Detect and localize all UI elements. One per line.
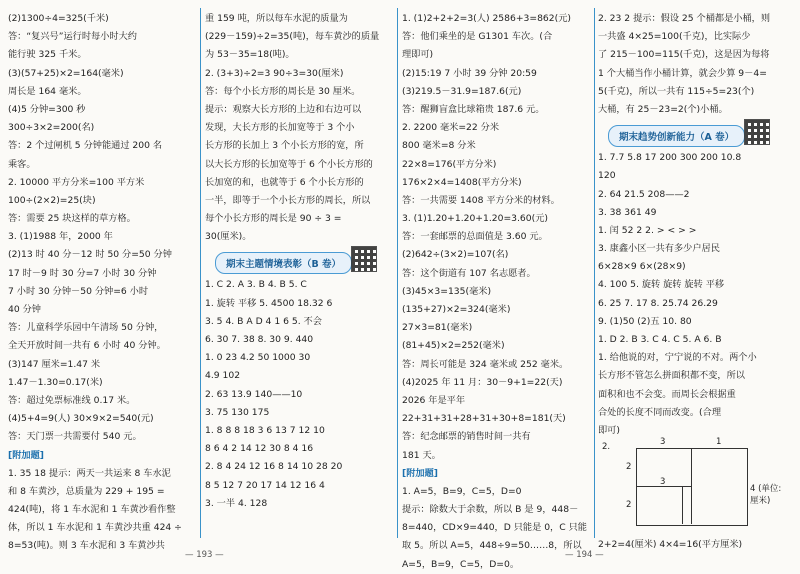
- answer-line: 3. 一半 4. 128: [205, 497, 268, 509]
- answer-line: 重 159 吨，所以每车水泥的质量为: [205, 13, 348, 24]
- diagram-label: 1: [716, 437, 722, 448]
- column-4: [598, 10, 788, 554]
- answer-line: 答：“复兴号”运行时每小时大约: [8, 31, 137, 43]
- page-number-right: — 194 —: [565, 550, 604, 560]
- answer-line: 3. 75 130 175: [205, 406, 270, 418]
- column-4-bottom: [598, 149, 788, 440]
- answer-line: 答：纪念邮票的销售时间一共有: [402, 431, 531, 443]
- answer-line: 27×3=81(毫米): [402, 322, 473, 334]
- answer-line: 2. 23 2 提示：假设 25 个桶都是小桶，则: [598, 13, 771, 24]
- answer-line: 2. 64 21.5 208——2: [598, 188, 690, 200]
- answer-line: 1. A=5，B=9，C=5，D=0: [402, 485, 522, 497]
- column-divider: [594, 8, 595, 538]
- answer-line: 300÷3×2=200(名): [8, 122, 95, 134]
- answer-line: 5(千克)，所以一共有 115÷5=23(个): [598, 85, 755, 97]
- answer-line: 3. 康鑫小区一共有多少户居民: [598, 243, 720, 255]
- answer-line: 答：每个小长方形的周长是 30 厘米。: [205, 85, 361, 97]
- answer-line: 176×2×4=1408(平方分米): [402, 176, 522, 188]
- column-divider: [200, 8, 201, 538]
- diagram-label: 2: [626, 500, 632, 511]
- answer-line: 4. 100 5. 旋转 旋转 旋转 平移: [598, 279, 725, 291]
- answer-line: 答：天门票一共需要付 540 元。: [8, 431, 142, 443]
- answer-line: 提示：除数大于余数，所以 B 是 9，448－: [402, 504, 579, 516]
- answer-line: 取 5。所以 A=5，448÷9=50……8，所以: [402, 540, 582, 552]
- answer-line: 9. (1)50 (2)五 10. 80: [598, 315, 692, 327]
- diagram-label: 3: [660, 477, 666, 488]
- answer-line: 面积和也不会变。而周长会根据重: [598, 388, 736, 400]
- answer-line: 1. 给他说的对，宁宁说的不对。两个小: [598, 352, 757, 364]
- column-2-bottom: [205, 276, 395, 512]
- answer-line: 2. (3+3)÷2=3 90÷3=30(厘米): [205, 67, 344, 79]
- answer-line: (3)(57+25)×2=164(毫米): [8, 67, 124, 79]
- answer-line: 和 8 车黄沙，总质量为 229 + 195 =: [8, 485, 165, 497]
- answer-line: (3)219.5－31.9=187.6(元): [402, 85, 522, 97]
- answer-line: 乘客。: [8, 158, 36, 170]
- answer-line: (3)147 厘米=1.47 米: [8, 358, 101, 370]
- answer-line: 3. (1)1988 年，2000 年: [8, 231, 113, 243]
- answer-line: 1. 8 8 8 18 3 6 13 7 12 10: [205, 424, 325, 436]
- answer-line: A=5，B=9，C=5，D=0。: [402, 558, 520, 570]
- answer-line: 4.9 102: [205, 370, 241, 382]
- section-banner-row: [205, 246, 395, 276]
- answer-line: 1.47－1.30=0.17(米): [8, 376, 103, 388]
- answer-line: 2. 63 13.9 140——10: [205, 388, 303, 400]
- answer-line: 3. 38 361 49: [598, 206, 657, 218]
- answer-line: 8 5 12 7 20 17 14 12 16 4: [205, 479, 325, 491]
- answer-line: 8 6 4 2 14 12 30 8 4 16: [205, 443, 314, 455]
- answer-line: 长方形不管怎么拼面积都不变，所以: [598, 370, 745, 382]
- answer-line: 1. 7.7 5.8 17 200 300 200 10.8: [598, 152, 742, 164]
- answer-line: 2026 年是平年: [402, 394, 466, 406]
- answer-line: (135+27)×2=324(毫米): [402, 304, 511, 315]
- diagram-line: [691, 448, 692, 524]
- answer-line: 答：需要 25 块这样的草方格。: [8, 213, 136, 225]
- answer-line: 3. 5 4. B A D 4 1 6 5. 不会: [205, 315, 322, 327]
- answer-line: 答：儿童科学乐园中午清场 50 分钟，: [8, 322, 164, 334]
- answer-line: 1. 35 18 提示：两天一共运来 8 车水泥: [8, 467, 171, 479]
- answer-line: 以大长方形的长加宽等于 6 个小长方形的: [205, 158, 373, 170]
- answer-line: 发现，大长方形的长加宽等于 3 个小: [205, 122, 355, 134]
- answer-line: 合处的长度不同而改变。(合理: [598, 406, 722, 418]
- diagram-question-number: 2.: [602, 442, 611, 453]
- answer-line: (2)15:19 7 小时 39 分钟 20:59: [402, 67, 537, 79]
- answer-line: [附加题]: [8, 449, 44, 461]
- column-divider: [397, 8, 398, 538]
- answer-line: 100÷(2×2)=25(块): [8, 194, 96, 206]
- answer-line: (229－159)÷2=35(吨)，每车黄沙的质量: [205, 31, 380, 43]
- answer-line: 长加宽的和，也就等于 6 个小长方形的: [205, 176, 364, 188]
- answer-line: 大桶，有 25－23=2(个)小桶。: [598, 103, 728, 115]
- answer-line: 1. 0 23 4.2 50 1000 30: [205, 352, 311, 364]
- answer-line: 22+31+31+28+31+30+8=181(天): [402, 413, 566, 425]
- answer-line: 8=53(吨)。则 3 车水泥和 3 车黄沙共: [8, 540, 165, 552]
- answer-line: (2)642÷(3×2)=107(名): [402, 249, 509, 261]
- answer-line: [附加题]: [402, 467, 438, 479]
- answer-line: 一半，即等于一个小长方形的周长，所以: [205, 194, 371, 206]
- answer-line: 答：一套邮票的总面值是 3.60 元。: [402, 231, 548, 243]
- column-2: [205, 10, 395, 513]
- answer-line: 8=440，CD×9=440，D 只能是 0，C 只能: [402, 522, 587, 534]
- final-answer: 2+2=4(厘米) 4×4=16(平方厘米): [598, 539, 743, 551]
- answer-line: 424(吨)，将 1 车水泥和 1 车黄沙看作整: [8, 504, 176, 516]
- answer-line: 答：周长可能是 324 毫米或 252 毫米。: [402, 358, 569, 370]
- column-1: [8, 10, 198, 556]
- answer-line: 1. C 2. A 3. B 4. B 5. C: [205, 279, 307, 291]
- answer-line: 2. 8 4 24 12 16 8 14 10 28 20: [205, 461, 343, 473]
- column-3: [402, 10, 592, 574]
- answer-line: 体，所以 1 车水泥和 1 车黄沙共重 424 ÷: [8, 522, 182, 534]
- answer-line: (81+45)×2=252(毫米): [402, 340, 505, 352]
- answer-line: 6. 25 7. 17 8. 25.74 26.29: [598, 297, 718, 309]
- answer-line: 1. 闰 52 2 2. > < > >: [598, 224, 697, 236]
- answer-line: 答：他们乘坐的是 G1301 车次。(合: [402, 31, 553, 43]
- qr-code-icon: [744, 119, 770, 145]
- answer-line: 7 小时 30 分钟－50 分钟=6 小时: [8, 285, 149, 297]
- answer-line: 2. 2200 毫米=22 分米: [402, 122, 500, 134]
- answer-line: 800 毫米=8 分米: [402, 140, 476, 152]
- answer-line: 为 53－35=18(吨)。: [205, 49, 295, 61]
- section-banner-a: 期末趋势创新能力（A 卷）: [608, 125, 745, 147]
- answer-line: 即可): [598, 424, 620, 436]
- diagram-line: [682, 486, 683, 524]
- answer-line: (4)5+4=9(人) 30×9×2=540(元): [8, 413, 154, 425]
- answer-line: 3. (1)1.20+1.20+1.20=3.60(元): [402, 213, 548, 225]
- section-banner-row: [598, 119, 788, 149]
- answer-line: 1 个大桶当作小桶计算，就会少算 9－4=: [598, 67, 767, 79]
- answer-line: 120: [598, 170, 616, 182]
- answer-line: 6. 30 7. 38 8. 30 9. 440: [205, 334, 314, 345]
- answer-line: 答：醒狮盲盒比球箱贵 187.6 元。: [402, 103, 545, 115]
- column-4-top: [598, 10, 788, 119]
- answer-line: 答：超过免票标准线 0.17 米。: [8, 394, 136, 406]
- section-banner-b: 期末主题情境表彰（B 卷）: [215, 252, 352, 274]
- qr-code-icon: [351, 246, 377, 272]
- answer-line: (4)2025 年 11 月：30－9+1=22(天): [402, 376, 563, 388]
- answer-line: 22×8=176(平方分米): [402, 158, 497, 170]
- column-2-top: [205, 10, 395, 246]
- answer-line: 长方形的长加上 3 个小长方形的宽，所: [205, 140, 364, 152]
- answer-line: 2. 10000 平方分米=100 平方米: [8, 176, 145, 188]
- answer-line: 能行驶 325 千米。: [8, 49, 87, 61]
- answer-line: 1. D 2. B 3. C 4. C 5. A 6. B: [598, 334, 722, 345]
- answer-line: 17 时－9 时 30 分=7 小时 30 分钟: [8, 267, 157, 279]
- diagram-label: 4 (单位:厘米): [750, 484, 782, 507]
- answer-line: (2)13 时 40 分－12 时 50 分=50 分钟: [8, 249, 172, 261]
- answer-line: 周长是 164 毫米。: [8, 85, 87, 97]
- answer-line: 每个小长方形的周长是 90 ÷ 3 =: [205, 213, 342, 225]
- answer-line: (3)45×3=135(毫米): [402, 285, 492, 297]
- page-number-left: — 193 —: [185, 550, 224, 560]
- answer-line: 了 215－100=115(千克)，这是因为每将: [598, 49, 770, 61]
- rectangle-diagram: [598, 437, 788, 536]
- answer-line: 提示：观察大长方形的上边和右边可以: [205, 103, 362, 115]
- answer-line: (4)5 分钟=300 秒: [8, 103, 86, 115]
- answer-line: 40 分钟: [8, 304, 41, 315]
- answer-line: 1. (1)2+2+2=3(人) 2586+3=862(元): [402, 13, 571, 24]
- answer-line: (2)1300÷4=325(千米): [8, 13, 109, 24]
- answer-line: 答：这个街道有 107 名志愿者。: [402, 267, 536, 279]
- answer-line: 答：一共需要 1408 平方分米的材料。: [402, 194, 560, 206]
- answer-line: 全天开放时间一共有 6 小时 40 分钟。: [8, 340, 166, 352]
- answer-line: 一共盛 4×25=100(千克)，比实际少: [598, 31, 751, 43]
- answer-line: 30(厘米)。: [205, 231, 252, 243]
- diagram-label: 3: [660, 437, 666, 448]
- answer-line: 答：2 个过闸机 5 分钟能通过 200 名: [8, 140, 163, 152]
- diagram-label: 2: [626, 462, 632, 473]
- answer-line: 181 天。: [402, 449, 441, 461]
- answer-line: 理即可): [402, 49, 434, 61]
- answer-line: 6×28×9 6×(28×9): [598, 261, 686, 273]
- answer-line: 1. 旋转 平移 5. 4500 18.32 6: [205, 297, 333, 309]
